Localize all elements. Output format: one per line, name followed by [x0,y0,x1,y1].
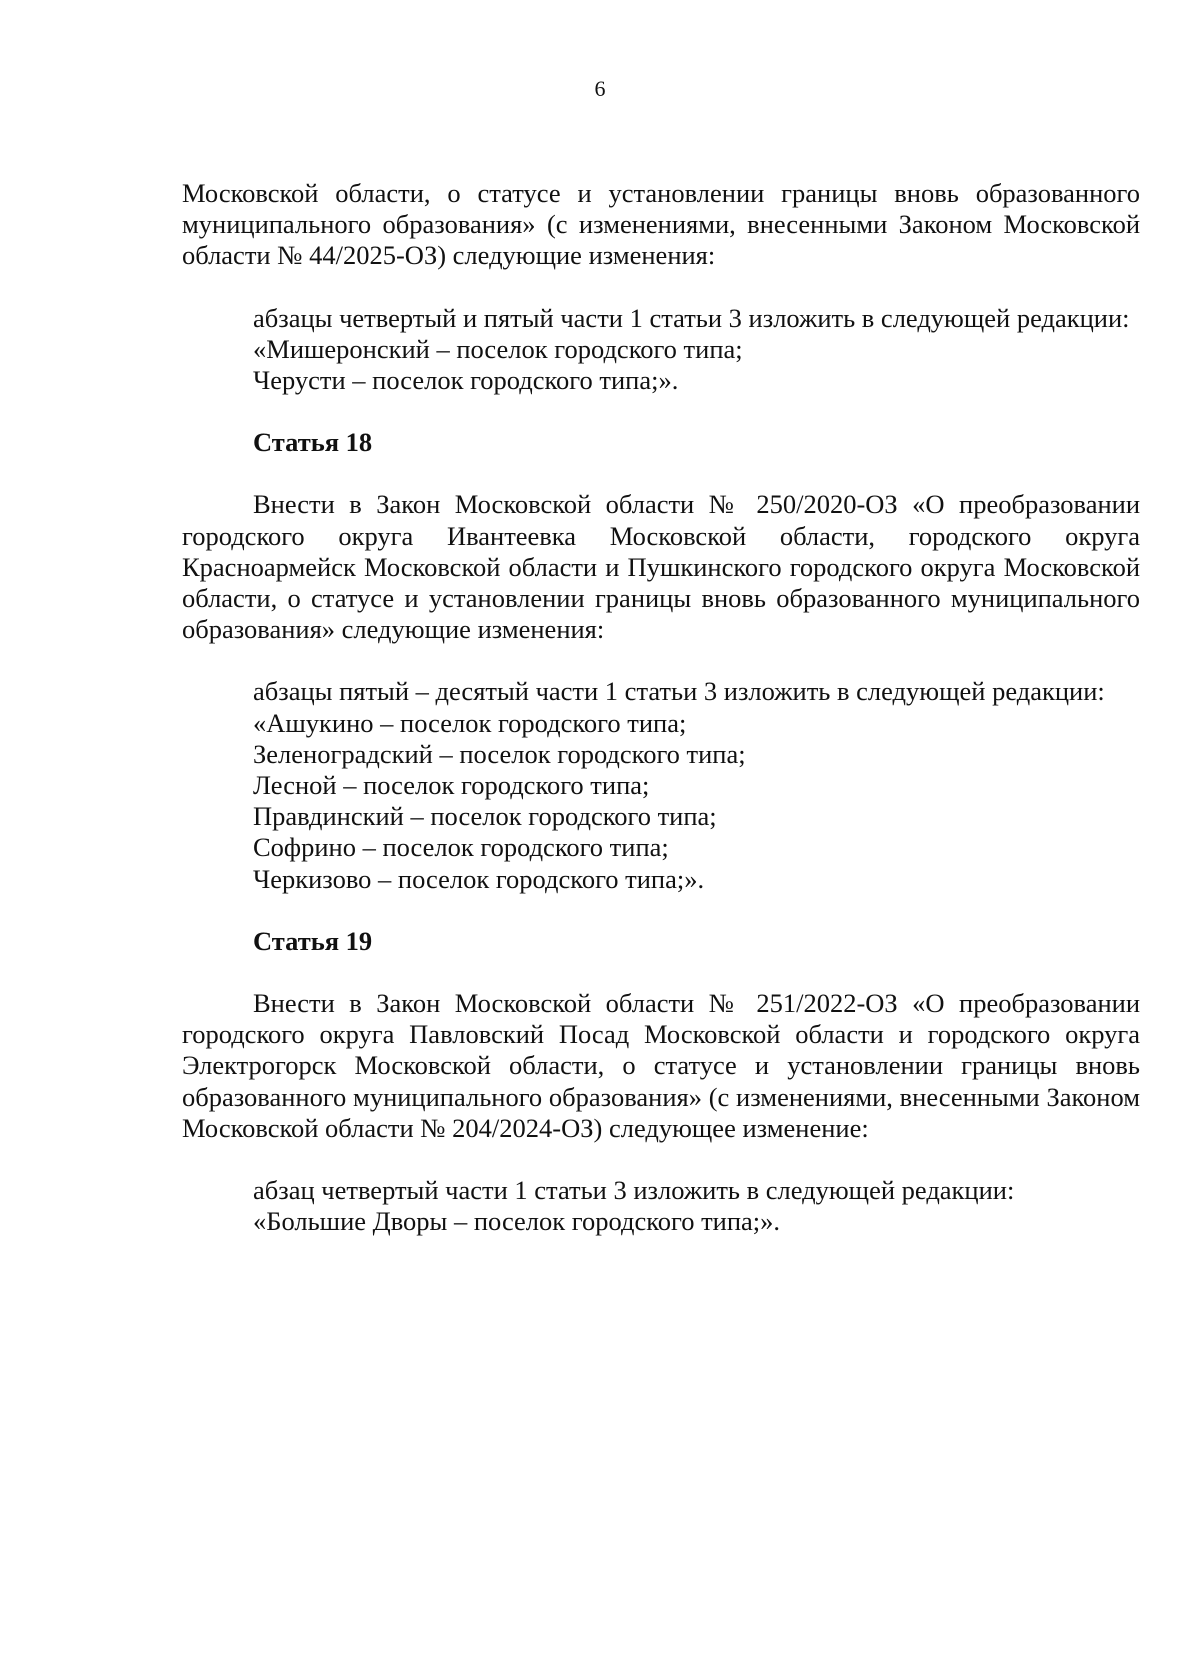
article-18-intro: Внести в Закон Московской области № 250/2020-ОЗ «О преобразовании городского округа Ивантеевка Московской области, городского округа Красноармейск Московской области и Пушкинского городского округа Московской области, о статусе и установлении границы вновь образованного муниципального образования» следующие изменения: [182,489,1140,645]
amendment-item: Правдинский – поселок городского типа; [253,801,717,832]
amendment-item: Черкизово – поселок городского типа;». [253,863,705,894]
article-19-heading: Статья 19 [253,925,373,956]
spacer [182,458,1140,489]
amendment-item: Софрино – поселок городского типа; [253,832,669,863]
amendment-item: Черусти – поселок городского типа;». [253,365,679,396]
amendment-item: «Большие Дворы – поселок городского типа;». [253,1206,781,1237]
amendment-item: Лесной – поселок городского типа; [253,770,650,801]
spacer [182,1144,1140,1175]
spacer [182,645,1140,676]
article-continuation-paragraph: Московской области, о статусе и установлении границы вновь образованного муниципального образования» (с изменениями, внесенными Законом Московской области № 44/2025-ОЗ) следующие изменения: [182,178,1140,271]
document-body [182,178,1140,1237]
spacer [182,895,1140,926]
spacer [182,957,1140,988]
amendment-instruction: абзацы четвертый и пятый части 1 статьи 3 изложить в следующей редакции: [253,302,1130,333]
amendment-item: «Ашукино – поселок городского типа; [253,707,687,738]
amendment-item: Зеленоградский – поселок городского типа; [253,738,746,769]
spacer [182,272,1140,303]
amendment-item: «Мишеронский – поселок городского типа; [253,333,743,364]
article-18-heading: Статья 18 [253,427,373,458]
spacer [182,396,1140,427]
article-19-intro: Внести в Закон Московской области № 251/2022-ОЗ «О преобразовании городского округа Павловский Посад Московской области и городского округа Электрогорск Московской области, о статусе и установлении границы вновь образованного муниципального образования» (с изменениями, внесенными Законом Московской области № 204/2024-ОЗ) следующее изменение: [182,988,1140,1143]
article-19-instruction: абзац четвертый части 1 статьи 3 изложить в следующей редакции: [253,1175,1015,1206]
article-18-instruction: абзацы пятый – десятый части 1 статьи 3 изложить в следующей редакции: [253,676,1105,707]
page-number: 6 [594,76,606,101]
